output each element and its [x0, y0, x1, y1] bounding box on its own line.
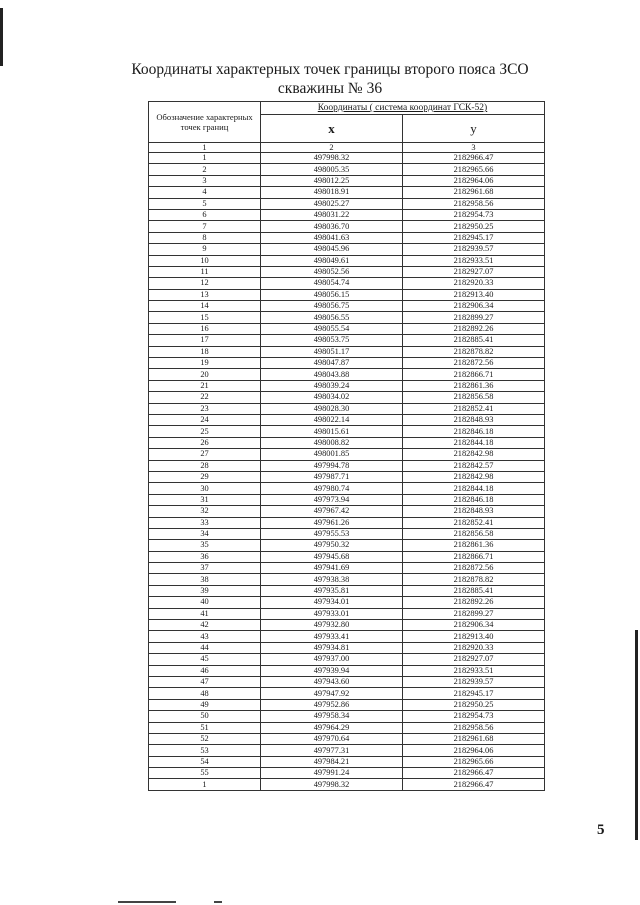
x-coordinate-cell: 497943.60 [261, 676, 403, 687]
y-coordinate-cell: 2182958.56 [403, 198, 545, 209]
y-coordinate-cell: 2182933.51 [403, 665, 545, 676]
table-row [149, 574, 545, 585]
table-row [149, 642, 545, 653]
point-id-cell: 40 [149, 597, 261, 608]
title-line-2: скважины № 36 [277, 80, 383, 97]
y-coordinate-cell: 2182927.07 [403, 654, 545, 665]
y-column-header: y [403, 115, 545, 143]
x-coordinate-cell: 497967.42 [261, 506, 403, 517]
point-id-cell: 37 [149, 563, 261, 574]
table-row [149, 301, 545, 312]
x-coordinate-cell: 497939.94 [261, 665, 403, 676]
point-id-cell: 9 [149, 244, 261, 255]
x-coordinate-cell: 497980.74 [261, 483, 403, 494]
y-coordinate-cell: 2182966.47 [403, 779, 545, 790]
point-id-cell: 48 [149, 688, 261, 699]
x-coordinate-cell: 497991.24 [261, 768, 403, 779]
x-coordinate-cell: 497935.81 [261, 585, 403, 596]
x-coordinate-cell: 498056.15 [261, 289, 403, 300]
y-coordinate-cell: 2182954.73 [403, 209, 545, 220]
point-id-cell: 53 [149, 745, 261, 756]
y-coordinate-cell: 2182852.41 [403, 403, 545, 414]
point-id-cell: 10 [149, 255, 261, 266]
point-id-cell: 3 [149, 175, 261, 186]
x-coordinate-cell: 497977.31 [261, 745, 403, 756]
point-id-cell: 27 [149, 449, 261, 460]
y-coordinate-cell: 2182966.47 [403, 153, 545, 164]
table-row [149, 722, 545, 733]
y-coordinate-cell: 2182965.66 [403, 164, 545, 175]
x-coordinate-cell: 498001.85 [261, 449, 403, 460]
x-coordinate-cell: 498047.87 [261, 358, 403, 369]
y-coordinate-cell: 2182842.98 [403, 471, 545, 482]
y-coordinate-cell: 2182939.57 [403, 676, 545, 687]
y-coordinate-cell: 2182961.68 [403, 733, 545, 744]
table-row [149, 369, 545, 380]
y-coordinate-cell: 2182878.82 [403, 346, 545, 357]
point-id-cell: 16 [149, 323, 261, 334]
x-coordinate-cell: 498056.75 [261, 301, 403, 312]
y-coordinate-cell: 2182961.68 [403, 187, 545, 198]
x-coordinate-cell: 497934.01 [261, 597, 403, 608]
x-coordinate-cell: 497934.81 [261, 642, 403, 653]
point-label-header: Обозначение характерных точек границ [149, 102, 261, 143]
x-coordinate-cell: 498055.54 [261, 323, 403, 334]
x-coordinate-cell: 498053.75 [261, 335, 403, 346]
table-row [149, 745, 545, 756]
column-number-1: 1 [149, 143, 261, 153]
y-coordinate-cell: 2182892.26 [403, 597, 545, 608]
point-id-cell: 49 [149, 699, 261, 710]
point-id-cell: 30 [149, 483, 261, 494]
table-row [149, 779, 545, 790]
point-id-cell: 41 [149, 608, 261, 619]
scan-edge-left [0, 8, 3, 66]
point-id-cell: 22 [149, 392, 261, 403]
table-row [149, 255, 545, 266]
y-coordinate-cell: 2182861.36 [403, 540, 545, 551]
x-coordinate-cell: 498015.61 [261, 426, 403, 437]
point-id-cell: 50 [149, 711, 261, 722]
x-coordinate-cell: 497938.38 [261, 574, 403, 585]
y-coordinate-cell: 2182945.17 [403, 232, 545, 243]
table-row [149, 187, 545, 198]
x-coordinate-cell: 498034.02 [261, 392, 403, 403]
point-id-cell: 2 [149, 164, 261, 175]
x-column-header: x [261, 115, 403, 143]
x-coordinate-cell: 498028.30 [261, 403, 403, 414]
table-row [149, 323, 545, 334]
point-id-cell: 33 [149, 517, 261, 528]
point-id-cell: 52 [149, 733, 261, 744]
x-coordinate-cell: 497970.64 [261, 733, 403, 744]
scan-edge-right [635, 630, 638, 840]
x-coordinate-cell: 498036.70 [261, 221, 403, 232]
column-number-2: 2 [261, 143, 403, 153]
x-coordinate-cell: 498054.74 [261, 278, 403, 289]
y-coordinate-cell: 2182950.25 [403, 699, 545, 710]
table-row [149, 471, 545, 482]
y-coordinate-cell: 2182920.33 [403, 278, 545, 289]
table-row [149, 756, 545, 767]
point-id-cell: 29 [149, 471, 261, 482]
point-id-cell: 13 [149, 289, 261, 300]
table-row [149, 426, 545, 437]
x-coordinate-cell: 497973.94 [261, 494, 403, 505]
x-coordinate-cell: 498018.91 [261, 187, 403, 198]
y-coordinate-cell: 2182852.41 [403, 517, 545, 528]
column-number-3: 3 [403, 143, 545, 153]
table-row [149, 631, 545, 642]
point-id-cell: 42 [149, 620, 261, 631]
footer-mark [214, 901, 222, 903]
table-row [149, 733, 545, 744]
point-id-cell: 8 [149, 232, 261, 243]
table-row [149, 266, 545, 277]
y-coordinate-cell: 2182966.47 [403, 768, 545, 779]
x-coordinate-cell: 497947.92 [261, 688, 403, 699]
y-coordinate-cell: 2182954.73 [403, 711, 545, 722]
x-coordinate-cell: 497987.71 [261, 471, 403, 482]
table-row [149, 346, 545, 357]
table-row [149, 585, 545, 596]
table-row [149, 551, 545, 562]
x-coordinate-cell: 498056.55 [261, 312, 403, 323]
point-id-cell: 55 [149, 768, 261, 779]
y-coordinate-cell: 2182878.82 [403, 574, 545, 585]
table-row [149, 232, 545, 243]
table-row [149, 711, 545, 722]
point-id-cell: 35 [149, 540, 261, 551]
coordinates-table [148, 101, 545, 791]
y-coordinate-cell: 2182861.36 [403, 380, 545, 391]
table-row [149, 517, 545, 528]
point-id-cell: 1 [149, 153, 261, 164]
table-row [149, 540, 545, 551]
table-row [149, 414, 545, 425]
x-coordinate-cell: 498005.35 [261, 164, 403, 175]
y-coordinate-cell: 2182856.58 [403, 528, 545, 539]
x-coordinate-cell: 497964.29 [261, 722, 403, 733]
x-coordinate-cell: 497941.69 [261, 563, 403, 574]
point-id-cell: 24 [149, 414, 261, 425]
table-row [149, 676, 545, 687]
y-coordinate-cell: 2182842.98 [403, 449, 545, 460]
x-coordinate-cell: 497945.68 [261, 551, 403, 562]
x-coordinate-cell: 497998.32 [261, 779, 403, 790]
x-coordinate-cell: 498022.14 [261, 414, 403, 425]
table-row [149, 460, 545, 471]
y-coordinate-cell: 2182913.40 [403, 289, 545, 300]
point-id-cell: 54 [149, 756, 261, 767]
column-numbering-row [149, 143, 545, 153]
table-row [149, 392, 545, 403]
point-id-cell: 44 [149, 642, 261, 653]
point-id-cell: 31 [149, 494, 261, 505]
y-coordinate-cell: 2182958.56 [403, 722, 545, 733]
y-coordinate-cell: 2182885.41 [403, 335, 545, 346]
x-coordinate-cell: 497932.80 [261, 620, 403, 631]
y-coordinate-cell: 2182906.34 [403, 620, 545, 631]
point-id-cell: 36 [149, 551, 261, 562]
point-id-cell: 45 [149, 654, 261, 665]
point-id-cell: 46 [149, 665, 261, 676]
x-coordinate-cell: 497933.01 [261, 608, 403, 619]
table-row [149, 768, 545, 779]
x-coordinate-cell: 497998.32 [261, 153, 403, 164]
y-coordinate-cell: 2182846.18 [403, 426, 545, 437]
y-coordinate-cell: 2182965.66 [403, 756, 545, 767]
table-row [149, 380, 545, 391]
y-coordinate-cell: 2182899.27 [403, 312, 545, 323]
table-row [149, 665, 545, 676]
table-row [149, 608, 545, 619]
x-coordinate-cell: 497958.34 [261, 711, 403, 722]
table-row [149, 528, 545, 539]
title-line-1: Координаты характерных точек границы второго пояса ЗСО [131, 61, 529, 78]
table-row [149, 153, 545, 164]
y-coordinate-cell: 2182920.33 [403, 642, 545, 653]
y-coordinate-cell: 2182848.93 [403, 414, 545, 425]
x-coordinate-cell: 497984.21 [261, 756, 403, 767]
x-coordinate-cell: 497933.41 [261, 631, 403, 642]
y-coordinate-cell: 2182899.27 [403, 608, 545, 619]
y-coordinate-cell: 2182964.06 [403, 175, 545, 186]
table-row [149, 403, 545, 414]
x-coordinate-cell: 497950.32 [261, 540, 403, 551]
y-coordinate-cell: 2182844.18 [403, 437, 545, 448]
point-id-cell: 14 [149, 301, 261, 312]
table-row [149, 198, 545, 209]
y-coordinate-cell: 2182933.51 [403, 255, 545, 266]
point-id-cell: 21 [149, 380, 261, 391]
point-id-cell: 32 [149, 506, 261, 517]
y-coordinate-cell: 2182848.93 [403, 506, 545, 517]
table-row [149, 563, 545, 574]
point-id-cell: 6 [149, 209, 261, 220]
table-row [149, 506, 545, 517]
table-row [149, 335, 545, 346]
footer-scan-marks [118, 895, 226, 905]
coordinates-table-body [149, 153, 545, 791]
x-coordinate-cell: 497961.26 [261, 517, 403, 528]
table-row [149, 620, 545, 631]
y-coordinate-cell: 2182872.56 [403, 358, 545, 369]
point-id-cell: 39 [149, 585, 261, 596]
x-coordinate-cell: 498045.96 [261, 244, 403, 255]
point-id-cell: 51 [149, 722, 261, 733]
table-row [149, 654, 545, 665]
point-id-cell: 12 [149, 278, 261, 289]
point-id-cell: 47 [149, 676, 261, 687]
table-row [149, 244, 545, 255]
y-coordinate-cell: 2182939.57 [403, 244, 545, 255]
x-coordinate-cell: 498051.17 [261, 346, 403, 357]
y-coordinate-cell: 2182945.17 [403, 688, 545, 699]
table-row [149, 175, 545, 186]
y-coordinate-cell: 2182842.57 [403, 460, 545, 471]
y-coordinate-cell: 2182964.06 [403, 745, 545, 756]
point-id-cell: 5 [149, 198, 261, 209]
point-id-cell: 23 [149, 403, 261, 414]
point-id-cell: 28 [149, 460, 261, 471]
point-id-cell: 4 [149, 187, 261, 198]
point-id-cell: 38 [149, 574, 261, 585]
x-coordinate-cell: 498012.25 [261, 175, 403, 186]
point-id-cell: 1 [149, 779, 261, 790]
table-row [149, 278, 545, 289]
y-coordinate-cell: 2182844.18 [403, 483, 545, 494]
y-coordinate-cell: 2182950.25 [403, 221, 545, 232]
point-id-cell: 18 [149, 346, 261, 357]
x-coordinate-cell: 498039.24 [261, 380, 403, 391]
x-coordinate-cell: 498025.27 [261, 198, 403, 209]
x-coordinate-cell: 497952.86 [261, 699, 403, 710]
y-coordinate-cell: 2182866.71 [403, 369, 545, 380]
point-id-cell: 7 [149, 221, 261, 232]
x-coordinate-cell: 498052.56 [261, 266, 403, 277]
table-row [149, 437, 545, 448]
x-coordinate-cell: 498008.82 [261, 437, 403, 448]
point-id-cell: 26 [149, 437, 261, 448]
point-id-cell: 43 [149, 631, 261, 642]
point-id-cell: 19 [149, 358, 261, 369]
table-row [149, 221, 545, 232]
table-row [149, 483, 545, 494]
table-row [149, 494, 545, 505]
y-coordinate-cell: 2182866.71 [403, 551, 545, 562]
point-id-cell: 34 [149, 528, 261, 539]
table-row [149, 164, 545, 175]
document-title [100, 60, 560, 98]
footer-mark [118, 901, 176, 903]
x-coordinate-cell: 498041.63 [261, 232, 403, 243]
point-id-cell: 11 [149, 266, 261, 277]
y-coordinate-cell: 2182927.07 [403, 266, 545, 277]
table-row [149, 312, 545, 323]
x-coordinate-cell: 498031.22 [261, 209, 403, 220]
table-row [149, 699, 545, 710]
point-id-cell: 17 [149, 335, 261, 346]
table-row [149, 209, 545, 220]
y-coordinate-cell: 2182846.18 [403, 494, 545, 505]
y-coordinate-cell: 2182856.58 [403, 392, 545, 403]
y-coordinate-cell: 2182885.41 [403, 585, 545, 596]
table-row [149, 289, 545, 300]
coordinate-system-header: Координаты ( система координат ГСК-52) [261, 102, 545, 115]
x-coordinate-cell: 498049.61 [261, 255, 403, 266]
point-id-cell: 20 [149, 369, 261, 380]
table-row [149, 597, 545, 608]
y-coordinate-cell: 2182906.34 [403, 301, 545, 312]
x-coordinate-cell: 497955.53 [261, 528, 403, 539]
x-coordinate-cell: 498043.88 [261, 369, 403, 380]
y-coordinate-cell: 2182892.26 [403, 323, 545, 334]
page-number: 5 [597, 822, 605, 838]
x-coordinate-cell: 497994.78 [261, 460, 403, 471]
table-row [149, 358, 545, 369]
point-id-cell: 15 [149, 312, 261, 323]
table-row [149, 449, 545, 460]
y-coordinate-cell: 2182872.56 [403, 563, 545, 574]
x-coordinate-cell: 497937.00 [261, 654, 403, 665]
y-coordinate-cell: 2182913.40 [403, 631, 545, 642]
table-row [149, 688, 545, 699]
point-id-cell: 25 [149, 426, 261, 437]
